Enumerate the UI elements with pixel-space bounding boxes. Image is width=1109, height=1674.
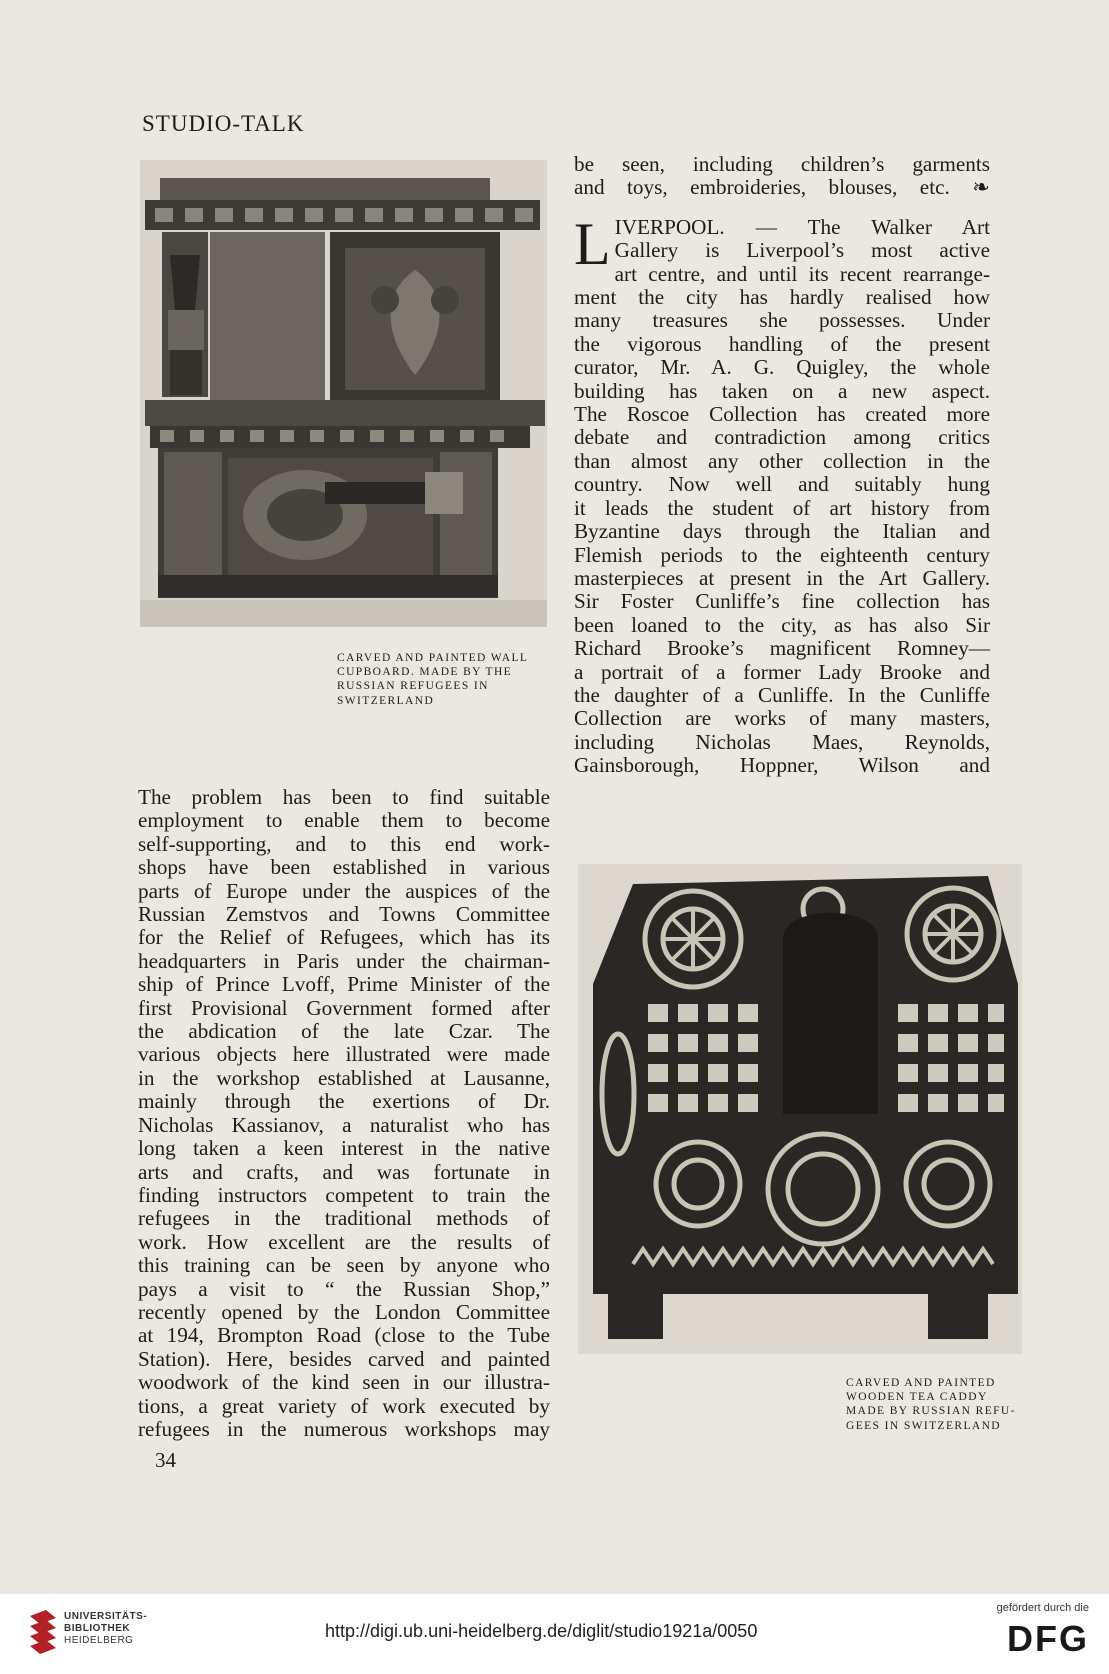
text-line: long taken a keen interest in the native: [138, 1136, 550, 1161]
page-number: 34: [155, 1448, 176, 1472]
caption-line: CARVED AND PAINTED WALL: [337, 652, 529, 664]
text-line: self-supporting, and to this end work-: [138, 831, 550, 856]
text-line: mainly through the exertions of Dr.: [138, 1089, 550, 1114]
text-line: at 194, Brompton Road (close to the Tube: [138, 1323, 550, 1348]
text-line: various objects here illustrated were made: [138, 1042, 550, 1067]
text-line: many treasures she possesses. Under: [574, 308, 990, 333]
caption-line: GEES IN SWITZERLAND: [846, 1419, 1001, 1432]
text-line: Gallery is Liverpool’s most active: [614, 238, 990, 263]
text-line: ship of Prince Lvoff, Prime Minister of the: [138, 972, 550, 997]
text-line: The problem has been to find suitable: [138, 785, 550, 809]
text-line: Flemish periods to the eighteenth century: [574, 542, 990, 567]
text-line: employment to enable them to become: [138, 808, 550, 833]
cupboard-illustration: [140, 160, 547, 627]
text-line: Sir Foster Cunliffe’s fine collection has: [574, 589, 990, 614]
caption-line: RUSSIAN REFUGEES IN: [337, 680, 489, 693]
tea-caddy-illustration: [578, 864, 1022, 1354]
text-line: be seen, including children’s garments: [574, 152, 990, 176]
text-line: building has taken on a new aspect.: [574, 378, 990, 403]
library-line: HEIDELBERG: [64, 1635, 134, 1646]
dfg-logo: DFG: [1007, 1618, 1089, 1659]
text-line: this training can be seen by anyone who: [138, 1253, 550, 1278]
text-line: headquarters in Paris under the chairman-: [138, 948, 550, 973]
text-line: for the Relief of Refugees, which has its: [138, 925, 550, 950]
text-line: Richard Brooke’s magnificent Romney—: [574, 636, 990, 661]
text-line: shops have been established in various: [138, 855, 550, 880]
text-line: art centre, and until its recent rearrange-: [614, 261, 990, 286]
text-line: and toys, embroideries, blouses, etc. ❧: [574, 175, 990, 200]
text-line: work. How excellent are the results of: [138, 1229, 550, 1254]
text-line: masterpieces at present in the Art Gallery.: [574, 565, 990, 590]
right-column-text: [574, 153, 990, 778]
text-line: the daughter of a Cunliffe. In the Cunliffe: [574, 682, 990, 707]
text-line: country. Now well and suitably hung: [574, 472, 990, 497]
text-line: woodwork of the kind seen in our illustra-: [138, 1370, 550, 1395]
text-line: a portrait of a former Lady Brooke and: [574, 659, 990, 684]
text-line: pays a visit to “ the Russian Shop,”: [138, 1276, 550, 1301]
text-line: it leads the student of art history from: [574, 495, 990, 520]
text-line: refugees in the numerous workshops may: [138, 1416, 550, 1441]
text-line: Collection are works of many masters,: [574, 706, 990, 731]
text-line: parts of Europe under the auspices of the: [138, 878, 550, 903]
caption-line: SWITZERLAND: [337, 694, 435, 707]
text-line: than almost any other collection in the: [574, 448, 990, 473]
paragraph-continued: [574, 153, 990, 200]
text-line: Russian Zemstvos and Towns Committee: [138, 902, 550, 927]
library-line: BIBLIOTHEK: [64, 1623, 131, 1634]
text-line: been loaned to the city, as has also Sir: [574, 612, 990, 637]
text-line: arts and crafts, and was fortunate in: [138, 1159, 550, 1184]
text-line: The Roscoe Collection has created more: [574, 402, 990, 427]
caption-line: CARVED AND PAINTED: [846, 1377, 996, 1389]
running-head: STUDIO-TALK: [142, 111, 305, 136]
dfg-label: gefördert durch die: [996, 1602, 1089, 1614]
library-name: [64, 1611, 147, 1647]
text-line: IVERPOOL. — The Walker Art: [614, 214, 990, 239]
library-line: UNIVERSITÄTS-: [64, 1611, 148, 1622]
left-column-text: [138, 786, 550, 1441]
cupboard-caption: [337, 651, 547, 708]
text-line: Station). Here, besides carved and painted: [138, 1346, 550, 1371]
text-line: Nicholas Kassianov, a naturalist who has: [138, 1112, 550, 1137]
paragraph-liverpool: [574, 210, 990, 778]
text-line: including Nicholas Maes, Reynolds,: [574, 729, 990, 754]
text-line: the abdication of the late Czar. The: [138, 1019, 550, 1044]
text-line: curator, Mr. A. G. Quigley, the whole: [574, 355, 990, 380]
text-line: recently opened by the London Committee: [138, 1299, 550, 1324]
text-line: the vigorous handling of the present: [574, 331, 990, 356]
text-line: debate and contradiction among critics: [574, 425, 990, 450]
library-seal-icon: [26, 1608, 60, 1658]
text-line: Gainsborough, Hoppner, Wilson and: [574, 753, 990, 778]
library-logo[interactable]: [26, 1608, 176, 1664]
paragraph-problem: [138, 786, 550, 1441]
text-line: in the workshop established at Lausanne,: [138, 1065, 550, 1090]
caption-line: CUPBOARD. MADE BY THE: [337, 666, 513, 679]
dfg-funding[interactable]: [969, 1602, 1089, 1660]
permalink-url[interactable]: http://digi.ub.uni-heidelberg.de/diglit/studio1921a/0050: [325, 1621, 758, 1641]
text-line: finding instructors competent to train the: [138, 1182, 550, 1207]
caption-line: WOODEN TEA CADDY: [846, 1391, 988, 1404]
drop-cap: L: [574, 210, 611, 277]
text-line: ment the city has hardly realised how: [574, 285, 990, 310]
tea-caddy-caption: [846, 1376, 1020, 1433]
text-line: tions, a great variety of work executed by: [138, 1393, 550, 1418]
caption-line: MADE BY RUSSIAN REFU-: [846, 1405, 1016, 1418]
text-line: first Provisional Government formed after: [138, 995, 550, 1020]
text-line: refugees in the traditional methods of: [138, 1206, 550, 1231]
viewer-footer: [0, 1594, 1109, 1674]
text-line: Byzantine days through the Italian and: [574, 519, 990, 544]
